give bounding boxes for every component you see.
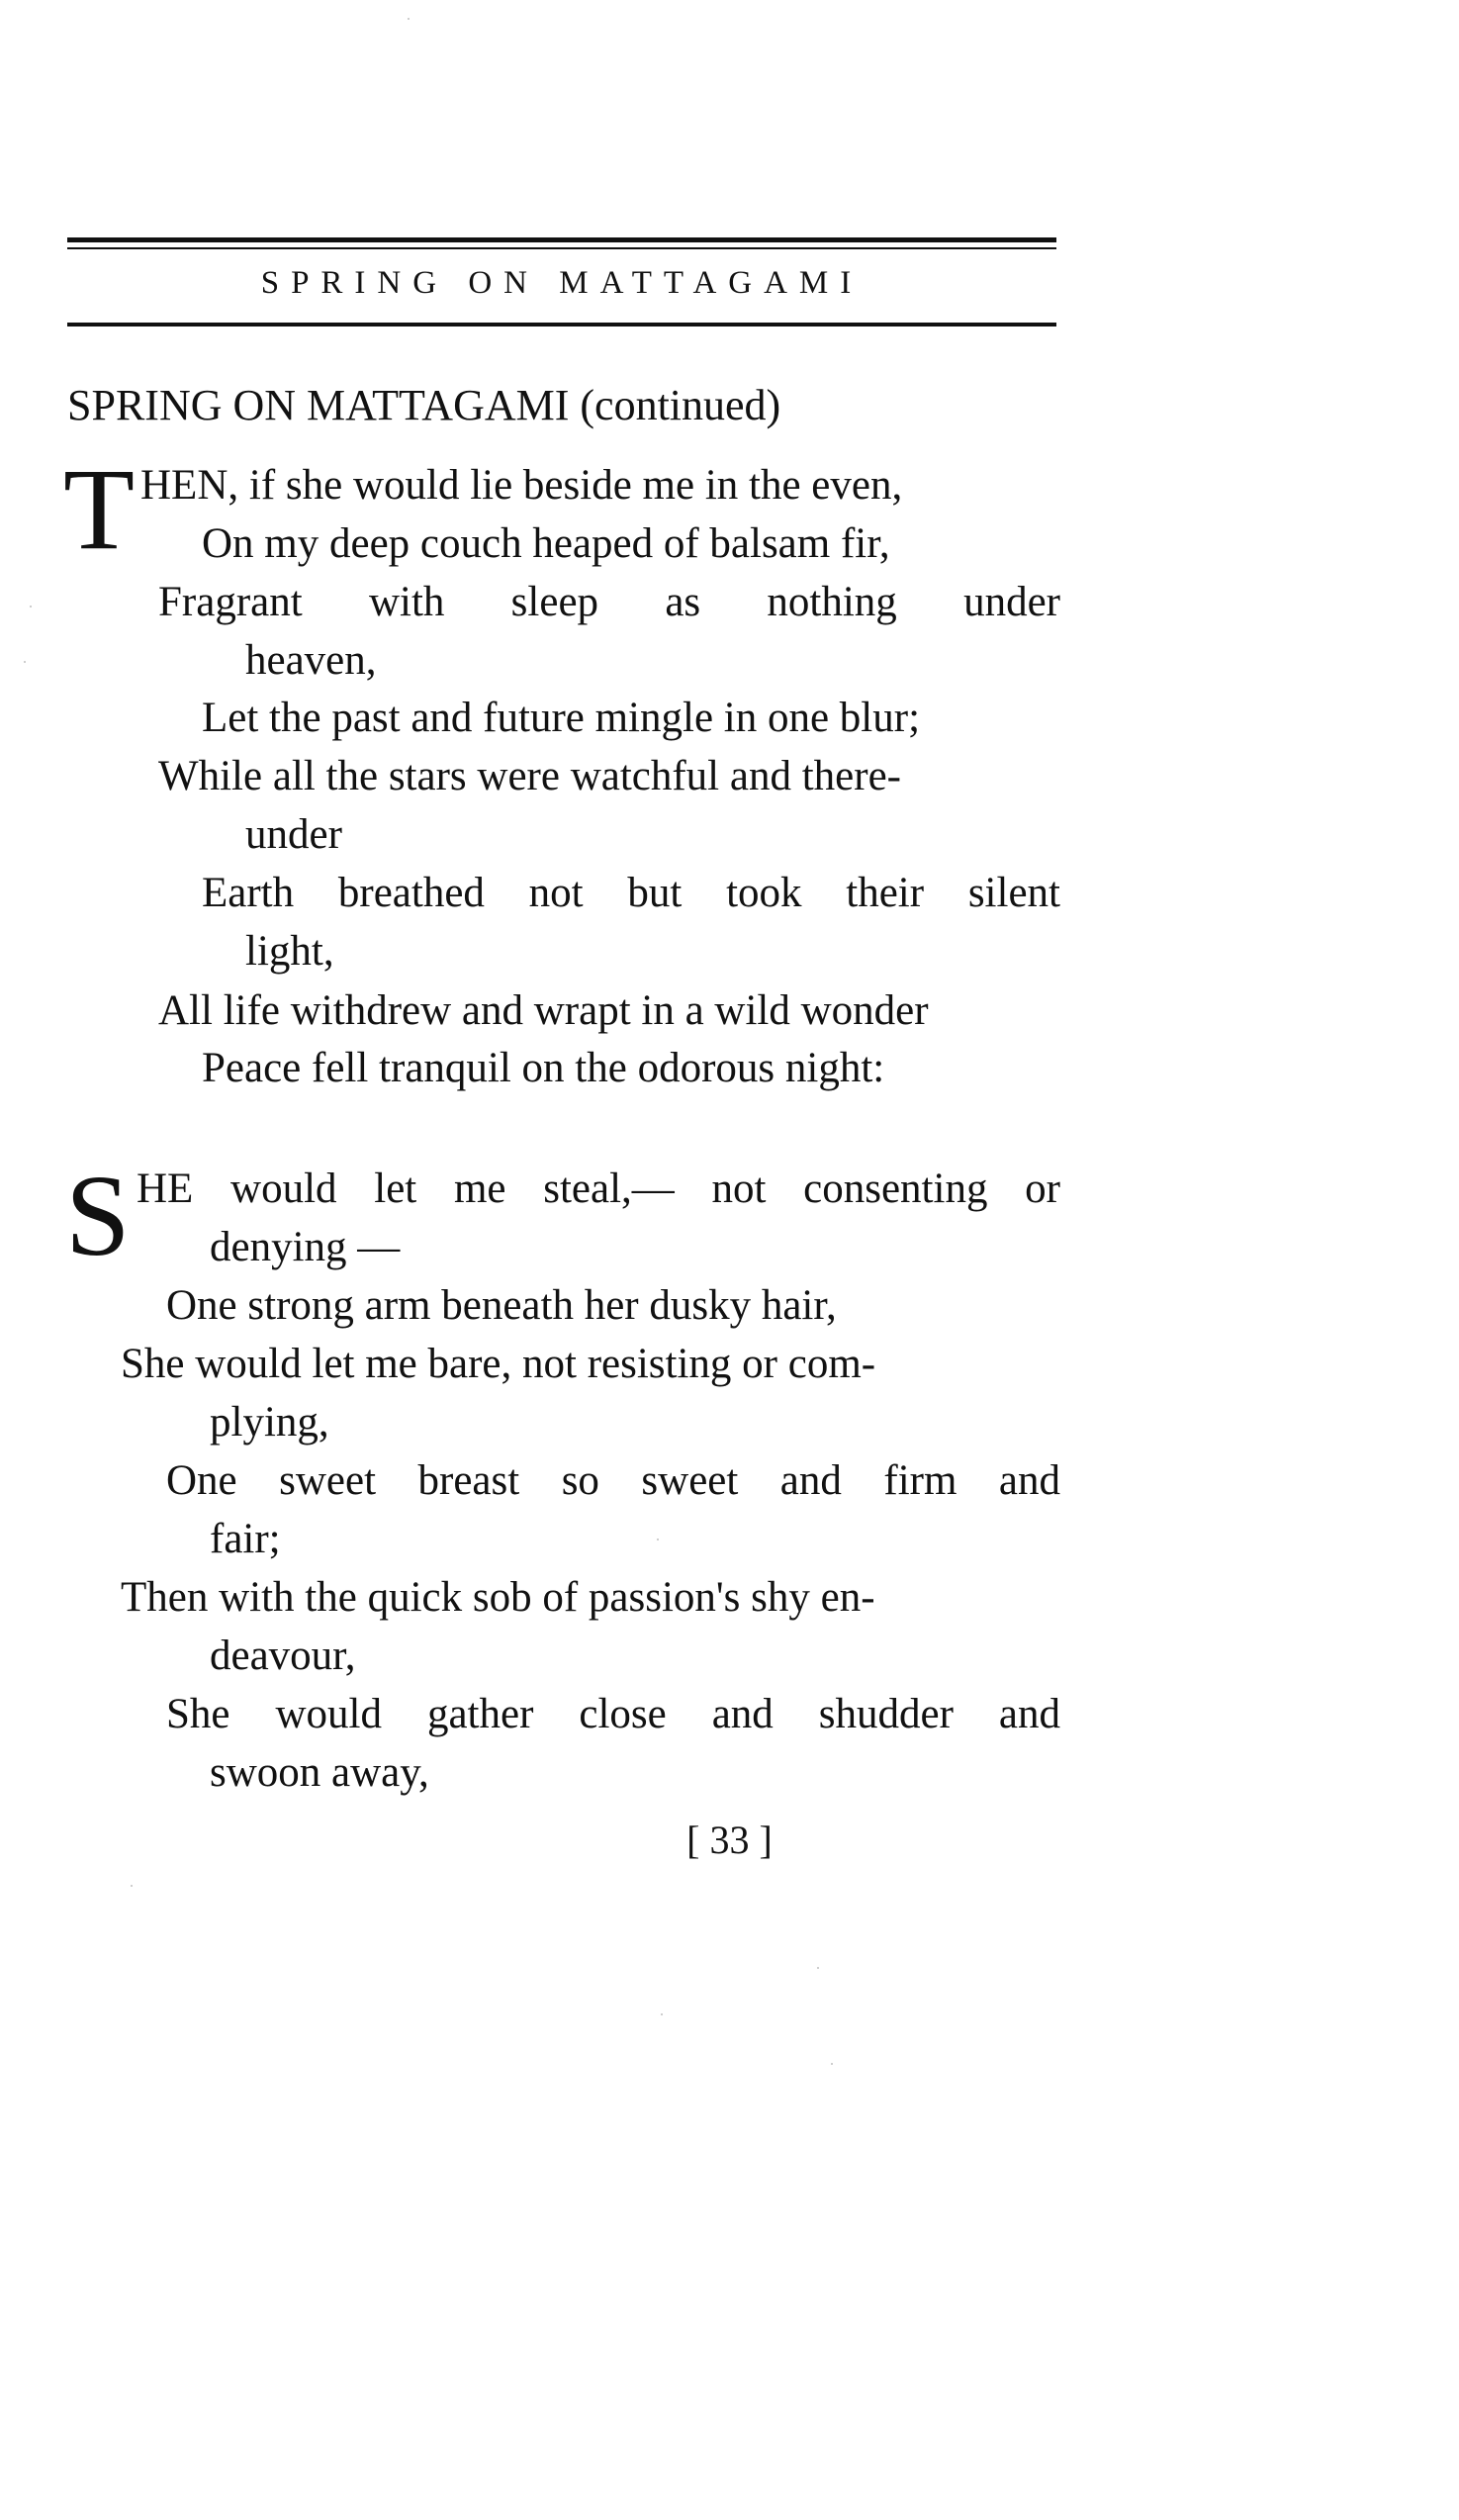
verse-line: plying, (210, 1399, 329, 1446)
paper-speck (131, 1885, 133, 1887)
paper-speck (817, 1967, 819, 1969)
drop-cap-letter: T (63, 444, 136, 574)
verse-line: Fragrant with sleep as nothing under (158, 579, 1060, 625)
paper-speck (661, 2013, 663, 2015)
verse-line: Earth breathed not but took their silent (202, 870, 1060, 916)
header-rule-bottom (67, 323, 1056, 327)
paper-speck (657, 1539, 659, 1540)
paper-speck (30, 606, 32, 607)
verse-line: under (245, 811, 342, 858)
drop-cap-letter: S (65, 1151, 131, 1280)
paper-speck (831, 2063, 833, 2065)
verse-line: Then with the quick sob of passion's shy en- (121, 1574, 875, 1621)
verse-line: fair; (210, 1516, 281, 1562)
verse-line: HE would let me steal,— not consenting or (137, 1166, 1060, 1212)
verse-line: Peace fell tranquil on the odorous night: (202, 1045, 885, 1091)
verse-line: deavour, (210, 1633, 356, 1679)
verse-line: denying — (210, 1224, 401, 1270)
verse-line: All life withdrew and wrapt in a wild wonder (158, 987, 929, 1034)
verse-line: heaven, (245, 637, 377, 684)
paper-speck (24, 661, 26, 663)
poem-title: SPRING ON MATTAGAMI (continued) (67, 381, 781, 429)
verse-line: While all the stars were watchful and there- (158, 753, 901, 799)
running-head: SPRING ON MATTAGAMI (260, 265, 864, 301)
verse-line: One strong arm beneath her dusky hair, (166, 1282, 837, 1329)
verse-line: On my deep couch heaped of balsam fir, (202, 520, 890, 567)
verse-line: Let the past and future mingle in one blur; (202, 695, 921, 741)
page-number: [ 33 ] (686, 1818, 773, 1862)
paper-speck (408, 18, 410, 20)
verse-line: One sweet breast so sweet and firm and (166, 1457, 1060, 1504)
header-rule-thin (67, 247, 1056, 249)
verse-line: swoon away, (210, 1749, 429, 1796)
verse-line: HEN, if she would lie beside me in the even, (140, 462, 903, 509)
verse-line: light, (245, 928, 334, 975)
header-rule-thick (67, 237, 1056, 242)
verse-line: She would let me bare, not resisting or com- (121, 1341, 876, 1387)
verse-line: She would gather close and shudder and (166, 1691, 1060, 1737)
